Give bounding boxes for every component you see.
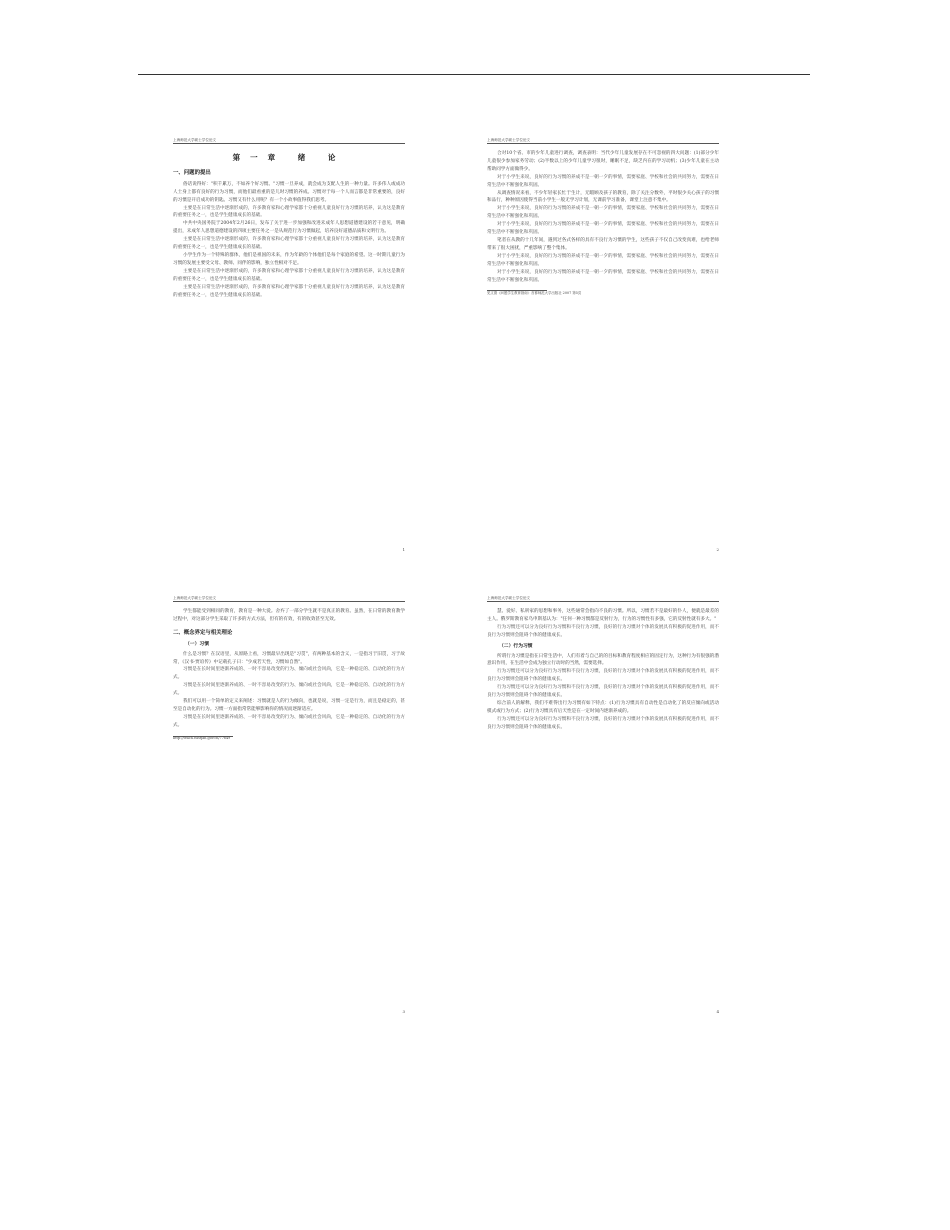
- page-number: 2: [716, 547, 719, 552]
- paragraph: 对于小学生来说，良好的行为习惯的养成不是一朝一夕的事情，需要家庭、学校和社会的共同努力，需要在日常生活中不断强化和巩固。: [487, 222, 719, 236]
- paragraph: 学生都能受到相同的教育，教育是一种大爱。舍弃了一部分学生就不是真正的教育。虽然，在日常的教育教学过程中，对这部分学生采取了许多的方式方法，但有的有效，有的收效甚至无效。: [173, 609, 405, 622]
- document-page-4: [487, 596, 719, 1016]
- running-header: 上海师范大学硕士学位论文: [487, 138, 719, 144]
- page-number: 1: [402, 547, 405, 552]
- running-header: 上海师范大学硕士学位论文: [173, 596, 405, 602]
- paragraph: 笔者在从教的十几年间，遇到过各式各样的具有不良行为习惯的学生，这些孩子不仅自己改变真难，也给老师带来了很大困扰，严重影响了整个集体。: [487, 237, 719, 251]
- paragraph: 慧、爱好、私刑家的思想和事务，这些通常会指向不良的习惯。所以，习惯若不是最好的仆人，便就是最差的主人。俄罗斯教育家乌申斯基认为："任何一种习惯都是反射行为，行为的习惯性有多强，它的反射性就有多大。": [487, 609, 719, 622]
- paragraph: 行为习惯还可以分为良好行为习惯和不良行为习惯，良好的行为习惯对个体的发展具有积极的促进作用，而不良行为习惯则会阻碍个体的健康成长。: [487, 669, 719, 683]
- subsection-heading: （二）行为习惯: [499, 642, 533, 649]
- paragraph: 合对10个省、市的少年儿童进行调查，调查表明：当代少年儿童发展存在不可忽视的四大问题：(1)部分少年儿童很少参加家务劳动；(2)半数以上的少年儿童学习很时，睡眠不足，缺乏内在的学习动机；(3)少年儿童在主动帮助同学方面做得少。: [487, 151, 719, 172]
- document-page-1: [173, 138, 405, 558]
- paragraph: 对于小学生来说，良好的行为习惯的养成不是一朝一夕的事情，需要家庭、学校和社会的共同努力，需要在日常生活中不断强化和巩固。: [487, 206, 719, 220]
- paragraph: 什么是习惯？在汉语里，从原路上看，习惯最早出现是"习贯"，有两种基本的含义，一是指习于旧贯，习于故常，《汉书·贾谊传》中记载孔子曰："少成若天性，习惯如自然"。: [173, 651, 405, 665]
- paragraph: 行为习惯还可以分为良好行为习惯和不良行为习惯，良好的行为习惯对个体的发展具有积极的促进作用，而不良行为习惯则会阻碍个体的健康成长。: [487, 685, 719, 699]
- footnote: http://teach.eastjan.gov.cn/77649: [173, 736, 231, 741]
- paragraph: 小学生作为一个特殊的群体，他们是祖国的未来，作为年龄的个体他们是每个家庭的希望。这一时期儿童行为习惯的发展主要受父母、教师、同伴的影响，独立性相对不足。: [173, 252, 405, 266]
- paragraph: 对于小学生来说，良好的行为习惯的养成不是一朝一夕的事情，需要家庭、学校和社会的共同努力，需要在日常生活中不断强化和巩固。: [487, 253, 719, 267]
- section-heading: 二、概念界定与相关理论: [173, 629, 233, 636]
- paragraph: 综合前人的解释，我们不难得出行为习惯有如下特点：(1)行为习惯具有自动性是自动化了的反应倾向或活动模式或行为方式；(2)行为习惯具有后天性是在一定时间内逐渐养成的。: [487, 700, 719, 714]
- paragraph: 对于小学生来说，良好的行为习惯的养成不是一朝一夕的事情，需要家庭、学校和社会的共同努力，需要在日常生活中不断强化和巩固。: [487, 174, 719, 188]
- paragraph: 主要是在日常生活中逐渐形成的，许多教育家和心理学家都十分重视儿童良好行为习惯的培养，认为这是教育的重要任务之一，也是学生健康成长的基础。: [173, 268, 405, 282]
- paragraph: 习惯是在长时间里逐渐养成的、一时不容易改变的行为、倾向或社会风尚，它是一种稳定的、自动化的行为方式。: [173, 714, 405, 728]
- paragraph: 中共中央国务院于2004年2月26日，发布了关于进一步加强和改进未成年人思想道德建设的若干意见，明确提出，未成年人思想道德建设的四项主要任务之一是从规范行为习惯做起，培养良好道德品质和文明行为。: [173, 221, 405, 235]
- paragraph: 主要是在日常生活中逐渐形成的，许多教育家和心理学家都十分重视儿童良好行为习惯的培养，认为这是教育的重要任务之一，也是学生健康成长的基础。: [173, 237, 405, 251]
- running-header: 上海师范大学硕士学位论文: [173, 138, 405, 144]
- paragraph: 俗话说得好："积千累万，不如养个好习惯。"习惯一旦养成，就会成为支配人生的一种力量。许多伟人或成功人士身上都有良好的行为习惯，而他们最看重的是儿时习惯的养成。习惯对于每一个人而言都是非常重要的，良好的习惯是开启成功的钥匙。习惯又有什么用呢？有一个小故事值得我们思考。: [173, 181, 405, 203]
- paragraph: 行为习惯还可以分为良好行为习惯和不良行为习惯，良好的行为习惯对个体的发展具有积极的促进作用，而不良行为习惯则会阻碍个体的健康成长。: [487, 624, 719, 638]
- chapter-title: 第一章 绪 论: [232, 153, 346, 162]
- subsection-heading: （一）习惯: [185, 640, 209, 647]
- document-page-2: [487, 138, 719, 558]
- paragraph: 主要是在日常生活中逐渐形成的，许多教育家和心理学家都十分重视儿童良好行为习惯的培养，认为这是教育的重要任务之一，也是学生健康成长的基础。: [173, 205, 405, 219]
- paragraph: 习惯是在长时间里逐渐养成的、一时不容易改变的行为、倾向或社会风尚，它是一种稳定的、自动化的行为方式。: [173, 683, 405, 697]
- paragraph: 行为习惯还可以分为良好行为习惯和不良行为习惯，良好的行为习惯对个体的发展具有积极的促进作用，而不良行为习惯则会阻碍个体的健康成长。: [487, 716, 719, 730]
- paragraph: 从调查情况来看，不少年轻家长忙于生计，无暇顾及孩子的教育，除了关注分数外，平时很少关心孩子的习惯和品行，种种原因使得当前小学生一般无学习计划，无课前学习准备，课堂上注意不集中。: [487, 190, 719, 204]
- paragraph: 我们可以用一个简单的定义来阐述：习惯就是人的行为倾向，也就是说，习惯一定是行为，而且是稳定的，甚至是自动化的行为。习惯一方面指常常能够影响你的情况而逐渐适应。: [173, 699, 405, 712]
- running-header: 上海师范大学硕士学位论文: [487, 596, 719, 602]
- document-page-3: [173, 596, 405, 1016]
- paragraph: 对于小学生来说，良好的行为习惯的养成不是一朝一夕的事情，需要家庭、学校和社会的共同努力，需要在日常生活中不断强化和巩固。: [487, 269, 719, 283]
- page-number: 3: [402, 1009, 405, 1014]
- page-number: 4: [716, 1009, 719, 1014]
- section-heading: 一、问题的提出: [173, 169, 211, 176]
- paragraph: 所谓行为习惯是指在日常生活中，人们有着与自己的的目标和教育程度相应的固定行为，这种行为有很强的潜意识作用，在生活中会成为独立行动时的当然，需要选择。: [487, 653, 719, 667]
- paragraph: 主要是在日常生活中逐渐形成的，许多教育家和心理学家都十分重视儿童良好行为习惯的培养，认为这是教育的重要任务之一，也是学生健康成长的基础。: [173, 284, 405, 298]
- top-rule: [138, 74, 810, 75]
- paragraph: 习惯是在长时间里逐渐养成的、一时不容易改变的行为、倾向或社会风尚，它是一种稳定的、自动化的行为方式。: [173, 667, 405, 681]
- footnote: 见文德《问题学生教育指南》首都师范大学出版社 2007 第5页: [487, 291, 582, 296]
